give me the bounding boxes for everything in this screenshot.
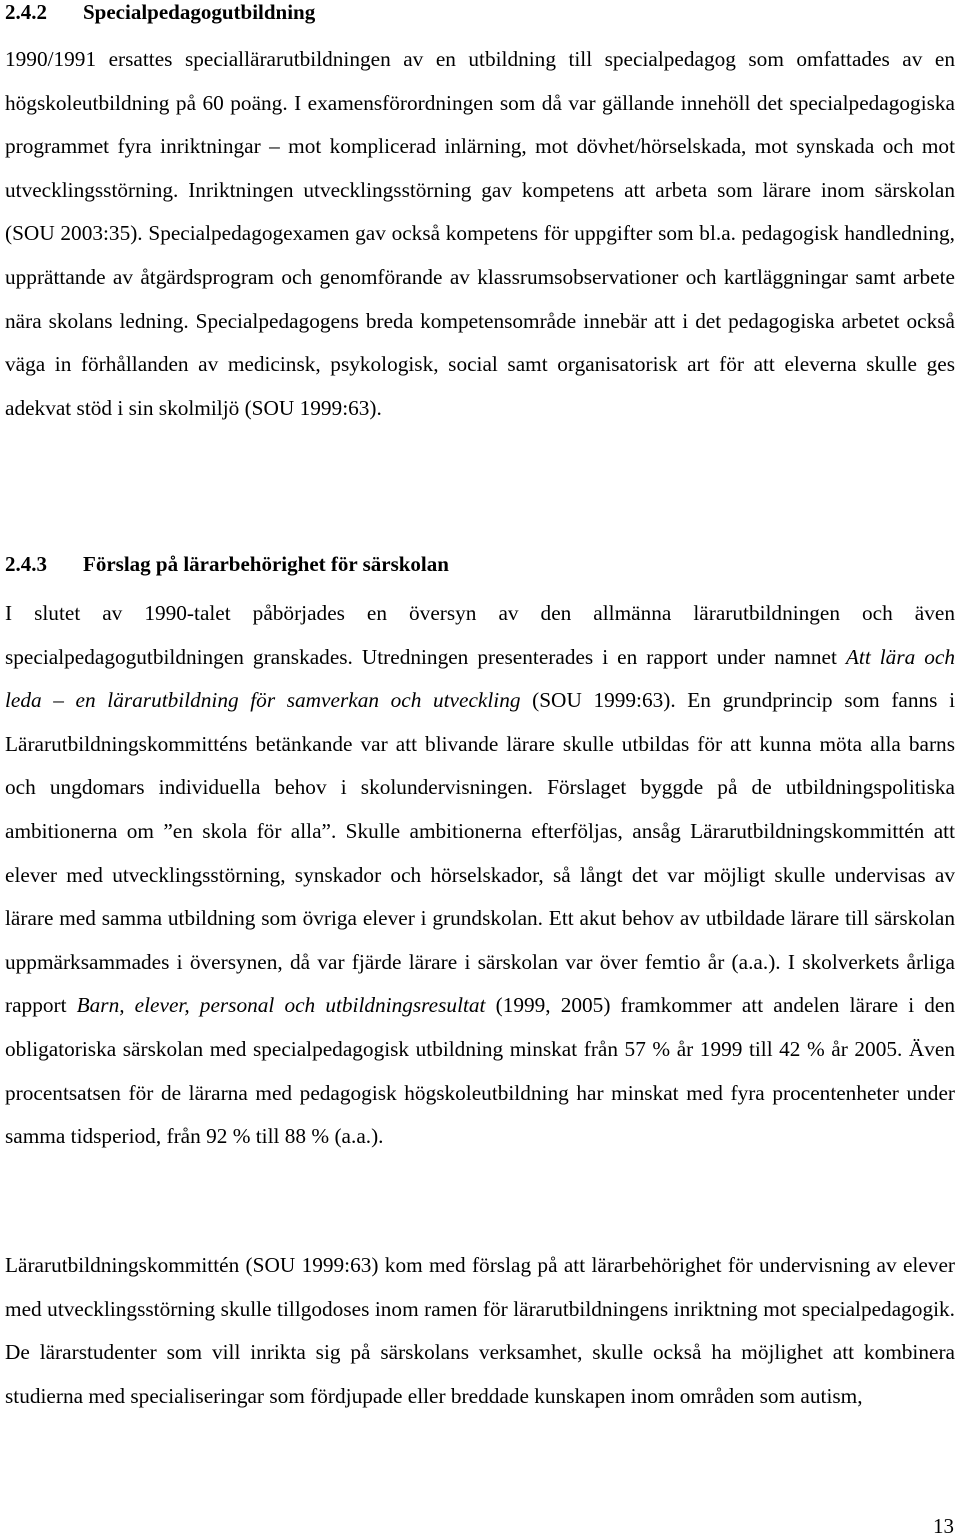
paragraph-text: (SOU 1999:63). En grundprincip som fanns i Lärarutbildningskommitténs betänkande var att blivande lärare skulle utbildas för att kunna möta alla barns och ungdomars individuella behov i skolundervisningen. Förslaget byggde på de utbildningspolitiska ambitionerna om ”en skola för alla”. Skulle ambitionerna efterföljas, ansåg Lärarutbildningskommittén att elever med utvecklingsstörning, synskador och hörselskador, så långt det var möjligt skulle undervisas av lärare med samma utbildning som övriga elever i grundskolan. Ett akut behov av utbildade lärare till särskolan uppmärksammades i översynen, då var fjärde lärare i särskolan var över femtio år (a.a.). I skolverkets årliga rapport (5, 688, 955, 1018)
report-title-italic: Att lära och leda – en lärarutbildning för samverkan och utveckling (5, 644, 955, 713)
section-heading-2-4-3 (5, 552, 449, 576)
section-title: Förslag på lärarbehörighet för särskolan (83, 552, 449, 576)
section-number: 2.4.3 (5, 552, 47, 576)
section-heading-2-4-2 (5, 0, 315, 24)
section-title: Specialpedagogutbildning (83, 0, 316, 24)
page-number: 13 (933, 1514, 954, 1538)
body-paragraph: 1990/1991 ersattes speciallärarutbildningen av en utbildning till specialpedagog som omfattades av en högskoleutbildning på 60 poäng. I examensförordningen som då var gällande innehöll det specialpedagogiska programmet fyra inriktningar – mot komplicerad inlärning, mot dövhet/hörselskada, mot synskada och mot utvecklingsstörning. Inriktningen utvecklingsstörning gav kompetens att arbeta som lärare inom särskolan (SOU 2003:35). Specialpedagogexamen gav också kompetens för uppgifter som bl.a. pedagogisk handledning, upprättande av åtgärdsprogram och genomförande av klassrumsobservationer och kartläggningar samt arbete nära skolans ledning. Specialpedagogens breda kompetensområde innebär att i det pedagogiska arbetet också väga in förhållanden av medicinsk, psykologisk, social samt organisatorisk art för att eleverna skulle ges adekvat stöd i sin skolmiljö (SOU 1999:63). (5, 47, 955, 420)
report-title-italic: Barn, elever, personal och utbildningsresultat (76, 993, 486, 1018)
body-paragraph (5, 592, 955, 1159)
section-number: 2.4.2 (5, 0, 47, 24)
paragraph-text: (1999, 2005) framkommer att andelen lärare i den obligatoriska särskolan med specialpedagogisk utbildning minskat från 57 % år 1999 till 42 % år 2005. Även procentsatsen för de lärarna med pedagogisk högskoleutbildning har minskat med fyra procentenheter under samma tidsperiod, från 92 % till 88 % (a.a.). (5, 993, 955, 1149)
paragraph-text: I slutet av 1990-talet påbörjades en översyn av den allmänna lärarutbildningen och även specialpedagogutbildningen granskades. Utredningen presenterades i en rapport under namnet (5, 601, 955, 669)
body-paragraph: Lärarutbildningskommittén (SOU 1999:63) kom med förslag på att lärarbehörighet för undervisning av elever med utvecklingsstörning skulle tillgodoses inom ramen för lärarutbildningens inriktning mot specialpedagogik. De lärarstudenter som vill inrikta sig på särskolans verksamhet, skulle också ha möjlighet att kombinera studierna med specialiseringar som fördjupade eller breddade kunskapen inom områden som autism, (5, 1253, 955, 1408)
